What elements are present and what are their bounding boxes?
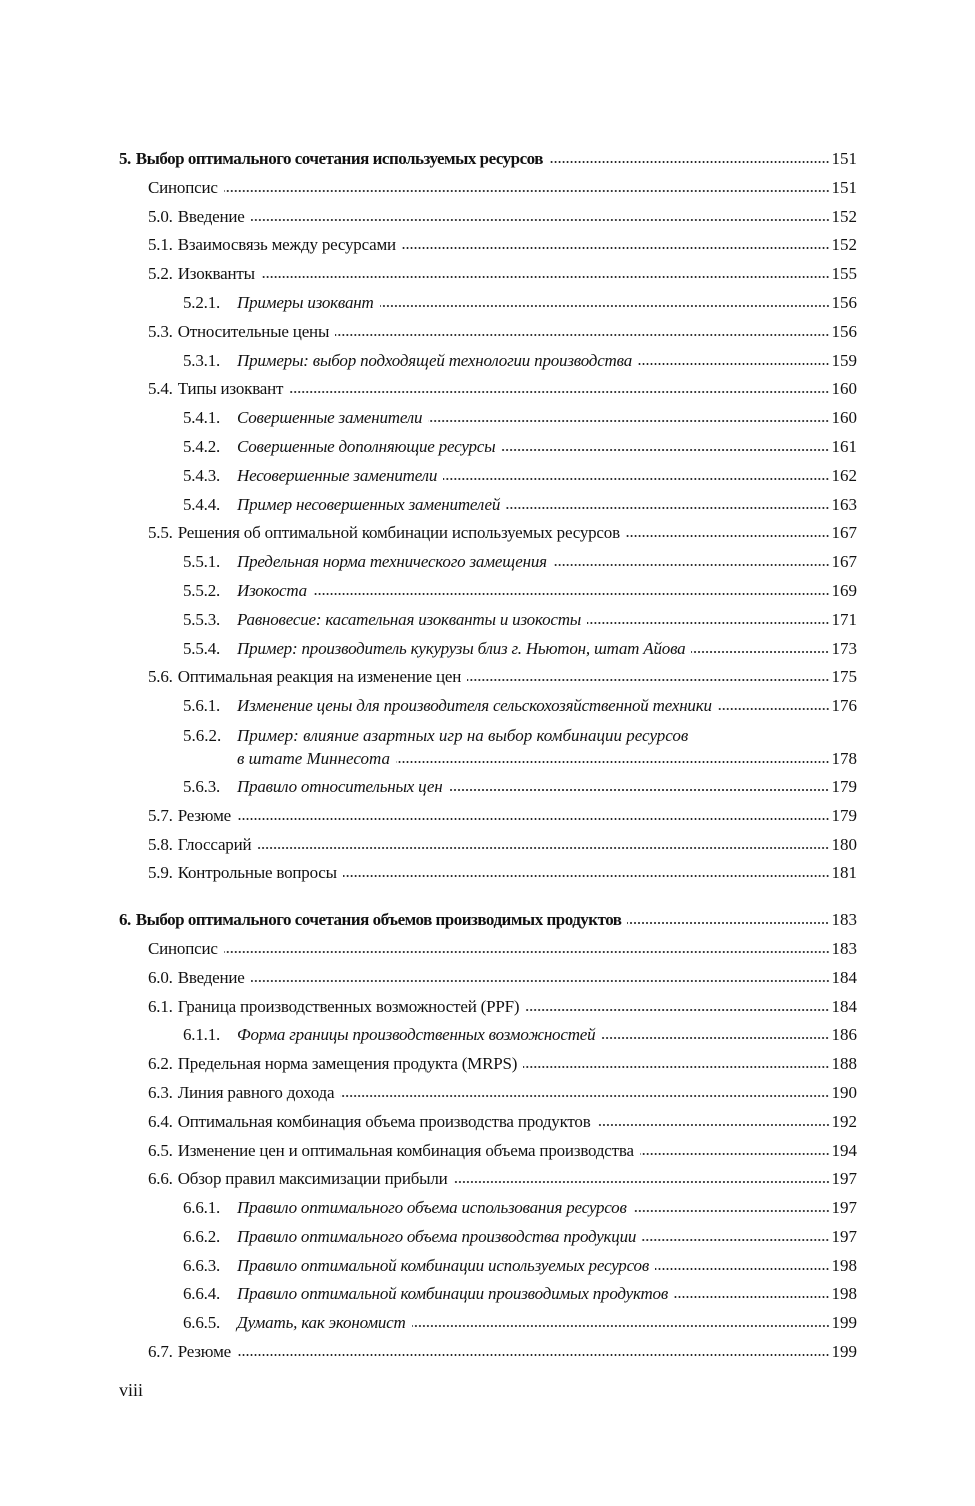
entry-number: 5.7. [148, 805, 173, 825]
entry-title: Правило оптимальной комбинации производимых продуктов [237, 1284, 669, 1304]
entry-page: 180 [831, 834, 857, 854]
entry-number: 5.4.3. [183, 465, 221, 485]
entry-page: 179 [831, 805, 857, 825]
entry-page: 194 [831, 1140, 857, 1160]
entry-number: 5.5. [148, 523, 173, 543]
entry-page: 159 [831, 350, 857, 370]
entry-title: Введение [177, 206, 245, 226]
entry-title: Синопсис [148, 938, 218, 958]
entry-number: 6.2. [148, 1054, 173, 1074]
dot-leader [467, 678, 829, 682]
dot-leader [642, 1238, 829, 1242]
entry-page: 151 [831, 177, 857, 197]
dot-leader [261, 275, 830, 279]
entry-page: 163 [831, 494, 857, 514]
entry-number: 5.4.4. [183, 494, 221, 514]
entry-number: 5.5.2. [183, 580, 221, 600]
entry-page: 156 [831, 292, 857, 312]
entry-title: Равновесие: касательная изокванты и изокосты [237, 609, 582, 629]
entry-title: Совершенные дополняющие ресурсы [237, 436, 496, 456]
entry-page: 176 [831, 696, 857, 716]
entry-number: 6.3. [148, 1082, 173, 1102]
toc-entry[interactable] [119, 635, 857, 664]
entry-page: 197 [831, 1169, 857, 1189]
dot-leader [443, 477, 829, 481]
entry-title: Пример несовершенных заменителей [237, 494, 501, 514]
entry-page: 184 [831, 967, 857, 987]
dot-leader [224, 950, 830, 954]
toc-entry[interactable] [119, 964, 857, 993]
entry-page: 179 [831, 776, 857, 796]
entry-number: 5.5.1. [183, 552, 221, 572]
dot-leader [638, 362, 830, 366]
page-number: viii [119, 1380, 144, 1400]
dot-leader [313, 592, 830, 596]
table-of-contents [119, 145, 857, 1367]
toc-entry[interactable] [119, 548, 857, 577]
dot-leader [601, 1036, 829, 1040]
entry-title: Относительные цены [177, 321, 330, 341]
dot-leader [525, 1008, 829, 1012]
entry-number: 5.2.1. [183, 292, 221, 312]
entry-title: Глоссарий [177, 834, 252, 854]
entry-page: 169 [831, 580, 857, 600]
entry-number: 5.3.1. [183, 350, 221, 370]
toc-entry[interactable] [119, 375, 857, 404]
entry-title: Примеры изоквант [237, 292, 374, 312]
entry-page: 186 [831, 1025, 857, 1045]
dot-leader [412, 1324, 830, 1328]
dot-leader [626, 534, 830, 538]
entry-title: Обзор правил максимизации прибыли [177, 1169, 448, 1189]
entry-page: 171 [831, 609, 857, 629]
toc-entry[interactable] [119, 663, 857, 692]
entry-number: 5.6. [148, 667, 173, 687]
toc-entry[interactable] [119, 1050, 857, 1079]
entry-title: Резюме [177, 805, 231, 825]
entry-title: Пример: производитель кукурузы близ г. Ньютон, штат Айова [237, 638, 686, 658]
entry-number: 6. [119, 910, 131, 930]
toc-entry[interactable] [119, 773, 857, 802]
entry-number: 6.5. [148, 1140, 173, 1160]
toc-entry[interactable] [119, 993, 857, 1022]
entry-number: 6.6.1. [183, 1198, 221, 1218]
dot-leader [553, 563, 830, 567]
entry-page: 190 [831, 1082, 857, 1102]
entry-number: 6.6.4. [183, 1284, 221, 1304]
entry-number: 5.8. [148, 834, 173, 854]
entry-title: Синопсис [148, 177, 218, 197]
toc-entry[interactable] [119, 1309, 857, 1338]
entry-page: 199 [831, 1342, 857, 1362]
dot-leader [340, 1094, 829, 1098]
entry-number: 5.6.3. [183, 776, 221, 796]
toc-chapter-entry[interactable] [119, 906, 857, 935]
entry-title: Линия равного дохода [177, 1082, 335, 1102]
entry-number: 6.6. [148, 1169, 173, 1189]
entry-number: 5. [119, 149, 131, 168]
toc-entry[interactable] [119, 859, 857, 888]
entry-number: 5.6.1. [183, 696, 221, 716]
toc-entry[interactable] [119, 1165, 857, 1194]
entry-title: Предельная норма замещения продукта (MRPS) [177, 1054, 518, 1074]
entry-title: Оптимальная реакция на изменение цен [177, 667, 462, 687]
toc-entry[interactable] [119, 577, 857, 606]
entry-title: Граница производственных возможностей (PPF) [177, 996, 520, 1016]
entry-title: Правило оптимального объема производства продукции [237, 1226, 637, 1246]
entry-title: Изменение цен и оптимальная комбинация объема производства [177, 1140, 634, 1160]
entry-number: 5.0. [148, 206, 173, 226]
entry-number: 5.5.3. [183, 609, 221, 629]
entry-number: 5.4.2. [183, 436, 221, 456]
entry-number: 5.5.4. [183, 638, 221, 658]
entry-title: Типы изоквант [177, 379, 284, 399]
dot-leader [224, 189, 830, 193]
entry-title: Изменение цены для производителя сельскохозяйственной техники [237, 696, 712, 716]
entry-title: Изокоста [237, 580, 307, 600]
entry-title: Изокванты [177, 264, 255, 284]
entry-page: 197 [831, 1226, 857, 1246]
entry-title: Совершенные заменители [237, 408, 423, 428]
dot-leader [402, 246, 830, 250]
entry-number: 6.6.2. [183, 1226, 221, 1246]
entry-number: 6.1. [148, 996, 173, 1016]
dot-leader [587, 621, 829, 625]
toc-entry[interactable] [119, 347, 857, 376]
entry-title: Резюме [177, 1342, 231, 1362]
entry-title: Взаимосвязь между ресурсами [177, 235, 396, 255]
entry-title: Введение [177, 967, 245, 987]
entry-number: 6.0. [148, 967, 173, 987]
entry-number: 5.3. [148, 321, 173, 341]
entry-number: 6.1.1. [183, 1025, 221, 1045]
dot-leader [454, 1180, 830, 1184]
toc-entry[interactable] [119, 935, 857, 964]
entry-page: 155 [831, 264, 857, 284]
dot-leader [343, 874, 830, 878]
entry-page: 183 [831, 938, 857, 958]
entry-title: Правило оптимальной комбинации используемых ресурсов [237, 1255, 650, 1275]
toc-entry[interactable] [119, 519, 857, 548]
entry-title: Пример: влияние азартных игр на выбор комбинации ресурсов [237, 725, 689, 745]
toc-entry[interactable] [119, 174, 857, 203]
entry-page: 188 [831, 1054, 857, 1074]
entry-page: 178 [831, 748, 857, 768]
toc-entry[interactable] [119, 692, 857, 721]
entry-title: Выбор оптимального сочетания объемов производимых продуктов [135, 910, 622, 930]
entry-page: 161 [831, 436, 857, 456]
toc-entry[interactable] [119, 1223, 857, 1252]
entry-title: Правило относительных цен [237, 776, 443, 796]
toc-entry[interactable] [119, 491, 857, 520]
dot-leader [627, 921, 829, 925]
entry-page: 198 [831, 1284, 857, 1304]
toc-entry[interactable] [119, 1252, 857, 1281]
entry-page: 162 [831, 465, 857, 485]
dot-leader [633, 1209, 830, 1213]
dot-leader [549, 160, 830, 164]
entry-title: Примеры: выбор подходящей технологии производства [237, 350, 632, 370]
toc-entry[interactable] [119, 260, 857, 289]
entry-title: Несовершенные заменители [237, 465, 438, 485]
toc-entry[interactable] [119, 289, 857, 318]
dot-leader [237, 817, 830, 821]
dot-leader [640, 1152, 830, 1156]
dot-leader [289, 390, 829, 394]
entry-page: 167 [831, 552, 857, 572]
entry-continuation [237, 747, 857, 770]
entry-page: 156 [831, 321, 857, 341]
toc-entry[interactable] [119, 318, 857, 347]
dot-leader [428, 419, 829, 423]
entry-page: 199 [831, 1313, 857, 1333]
entry-page: 175 [831, 667, 857, 687]
toc-entry[interactable] [119, 606, 857, 635]
entry-title: Предельная норма технического замещения [237, 552, 547, 572]
dot-leader [257, 846, 829, 850]
entry-page: 184 [831, 996, 857, 1016]
entry-number: 6.7. [148, 1342, 173, 1362]
dot-leader [251, 979, 830, 983]
dot-leader [380, 304, 830, 308]
entry-number: 5.4.1. [183, 408, 221, 428]
entry-page: 198 [831, 1255, 857, 1275]
entry-page: 173 [831, 638, 857, 658]
toc-entry[interactable] [119, 831, 857, 860]
entry-title: Выбор оптимального сочетания используемых ресурсов [135, 149, 543, 168]
toc-entry[interactable] [119, 404, 857, 433]
toc-entry[interactable] [119, 462, 857, 491]
toc-entry[interactable] [119, 1194, 857, 1223]
entry-title: Правило оптимального объема использования ресурсов [237, 1198, 627, 1218]
dot-leader [501, 448, 829, 452]
toc-entry[interactable] [119, 203, 857, 232]
dot-leader [523, 1065, 829, 1069]
dot-leader [655, 1267, 829, 1271]
dot-leader [674, 1295, 829, 1299]
dot-leader [251, 218, 830, 222]
toc-entry[interactable] [119, 1079, 857, 1108]
entry-page: 181 [831, 863, 857, 883]
entry-body [237, 724, 857, 770]
entry-title: Форма границы производственных возможностей [237, 1025, 596, 1045]
toc-entry[interactable] [119, 231, 857, 260]
dot-leader [691, 650, 829, 654]
entry-number: 6.6.5. [183, 1313, 221, 1333]
entry-number: 5.4. [148, 379, 173, 399]
entry-title: Контрольные вопросы [177, 863, 337, 883]
toc-entry[interactable] [119, 802, 857, 831]
entry-page: 160 [831, 379, 857, 399]
toc-entry[interactable] [119, 1021, 857, 1050]
toc-chapter-entry[interactable] [119, 145, 857, 174]
entry-title: Думать, как экономист [237, 1313, 406, 1333]
entry-title: Решения об оптимальной комбинации используемых ресурсов [177, 523, 620, 543]
entry-title-continued: в штате Миннесота [237, 748, 390, 768]
toc-entry[interactable] [119, 1137, 857, 1166]
entry-page: 152 [831, 206, 857, 226]
entry-page: 151 [831, 149, 857, 168]
entry-number: 6.6.3. [183, 1255, 221, 1275]
entry-number: 5.9. [148, 863, 173, 883]
toc-entry[interactable] [119, 1108, 857, 1137]
entry-number: 5.2. [148, 264, 173, 284]
toc-entry[interactable] [119, 1338, 857, 1367]
toc-entry[interactable] [119, 433, 857, 462]
toc-entry[interactable] [119, 721, 857, 773]
toc-entry[interactable] [119, 1280, 857, 1309]
entry-page: 183 [831, 910, 857, 930]
entry-title: Оптимальная комбинация объема производства продуктов [177, 1111, 591, 1131]
dot-leader [506, 506, 829, 510]
dot-leader [718, 707, 830, 711]
entry-page: 197 [831, 1198, 857, 1218]
entry-page: 167 [831, 523, 857, 543]
entry-page: 192 [831, 1111, 857, 1131]
dot-leader [597, 1123, 830, 1127]
entry-page: 160 [831, 408, 857, 428]
dot-leader [448, 788, 829, 792]
entry-page: 152 [831, 235, 857, 255]
dot-leader [237, 1353, 830, 1357]
dot-leader [396, 760, 830, 764]
dot-leader [335, 333, 829, 337]
entry-number: 5.1. [148, 235, 173, 255]
entry-number: 6.4. [148, 1111, 173, 1131]
entry-number: 5.6.2. [183, 725, 222, 745]
